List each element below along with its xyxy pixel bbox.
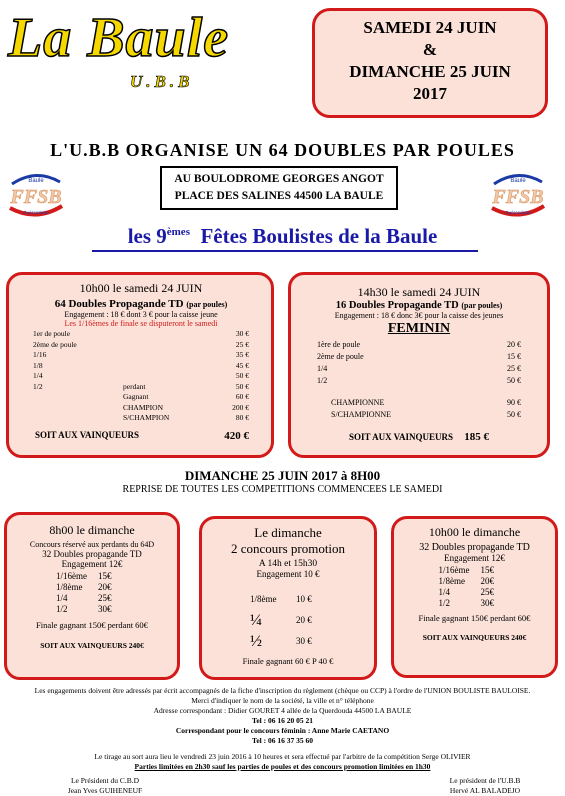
- footer-line-4: Tel : 06 16 20 05 21: [252, 716, 313, 725]
- prize-value: 50 €: [507, 376, 521, 385]
- sat-left-total-value: 420 €: [224, 429, 249, 442]
- prize-label: 1/2: [56, 604, 68, 614]
- prize-label: [33, 382, 146, 393]
- svg-text:Baule: Baule: [28, 178, 44, 184]
- prize-round: 1er de poule: [33, 329, 71, 338]
- prize-round: [33, 392, 123, 403]
- prize-label: 1/4: [56, 593, 68, 603]
- footer-line-1: Les engagements doivent être adressés par écrit accompagnés de la fiche d'inscription du règlement (chèque ou CCP) à l'ordre de l'UNION BOULISTE BAULOISE.: [34, 686, 531, 695]
- sun-left-time: 8h00 le dimanche: [49, 523, 135, 537]
- prize-row: [202, 589, 374, 610]
- festival-edition-suffix: èmes: [166, 226, 190, 238]
- sat-left-prize-list: [33, 329, 249, 424]
- prize-value: 30€: [98, 604, 112, 614]
- prize-value: 25 €: [235, 339, 249, 349]
- prize-label: ½: [250, 633, 262, 650]
- ffsb-logo-right: [486, 170, 550, 218]
- event-dates-box: [312, 8, 548, 118]
- prize-value: 60 €: [235, 392, 249, 401]
- prize-label: 1/2: [317, 376, 328, 385]
- sun-right-total: SOIT AUX VAINQUEURS 240€: [422, 633, 527, 642]
- prize-label: [33, 340, 123, 351]
- sun-right-finale: Finale gagnant 150€ perdant 60€: [418, 613, 531, 623]
- svg-text:Baule: Baule: [510, 178, 526, 184]
- prize-sub: Gagnant: [123, 392, 149, 401]
- sun-mid-line1: 2 concours promotion: [230, 541, 346, 556]
- prize-label: 1/8ème: [250, 594, 277, 604]
- sat-left-heading: 64 Doubles Propagande TD (par poules): [54, 298, 228, 310]
- sat-left-total: [33, 430, 249, 442]
- prize-label: [33, 392, 148, 403]
- prize-value: 30€: [480, 598, 494, 608]
- signature-left-name: Jean Yves GUIHENEUF: [67, 786, 143, 795]
- prize-row: [394, 587, 555, 598]
- svg-text:FFSB: FFSB: [10, 186, 62, 208]
- prize-row: [394, 576, 555, 587]
- festival-underline: [92, 250, 478, 252]
- prize-value: 20 €: [296, 615, 312, 625]
- sun-right-time: 10h00 le dimanche: [428, 525, 521, 539]
- prize-round: [33, 403, 123, 414]
- signature-left-title: Le Président du C.B.D: [70, 776, 140, 785]
- festival-edition: les 9: [127, 224, 167, 248]
- venue-box: [160, 166, 398, 210]
- prize-round: 1/4: [33, 371, 43, 380]
- prize-label: [33, 371, 123, 382]
- prize-value: 20€: [480, 576, 494, 586]
- prize-row: [202, 610, 374, 631]
- svg-text:Guérandaise: Guérandaise: [23, 210, 49, 215]
- footer-line-3: Adresse correspondant : Didier GOURET 4 allée de la Querdouda 44500 LA BAULE: [153, 706, 412, 715]
- prize-value: 25 €: [507, 364, 521, 373]
- prize-label: 1/8ème: [438, 576, 465, 586]
- prize-value: 15€: [480, 565, 494, 575]
- prize-round: [33, 413, 123, 424]
- signature-right-name: Hervé AL BALADEJO: [449, 786, 521, 795]
- prize-row: [33, 413, 249, 424]
- prize-value: 80 €: [235, 413, 249, 422]
- page-title: L'U.B.B ORGANISE UN 64 DOUBLES PAR POULES: [50, 140, 515, 160]
- prize-row: [33, 371, 249, 382]
- festival-heading: [0, 224, 565, 249]
- prize-label: 1/8ème: [56, 582, 83, 592]
- prize-row: [7, 571, 177, 582]
- date-line-1: SAMEDI 24 JUIN: [363, 18, 497, 37]
- prize-value: 50 €: [235, 371, 249, 380]
- prize-value: 30 €: [296, 636, 312, 646]
- prize-label: 1/4: [317, 364, 328, 373]
- prize-sub: CHAMPION: [123, 402, 164, 412]
- prize-value: 200 €: [232, 402, 249, 412]
- sat-right-total: [317, 431, 521, 443]
- sun-mid-finale: Finale gagnant 60 € P 40 €: [242, 656, 334, 666]
- sunday-promotion-box: [199, 516, 377, 680]
- sat-right-time: 14h30 le samedi 24 JUIN: [357, 285, 481, 299]
- date-line-4: 2017: [413, 84, 447, 103]
- club-logo: La Baule: [8, 7, 230, 69]
- prize-row: [394, 565, 555, 576]
- prize-label: [33, 403, 163, 414]
- prize-value: 45 €: [235, 360, 249, 370]
- ffsb-logo-left: [4, 170, 68, 218]
- prize-label: 2ème de poule: [317, 352, 364, 361]
- prize-value: 25€: [98, 593, 112, 603]
- prize-value: 50 €: [235, 381, 249, 391]
- prize-label: 1/16ème: [56, 571, 87, 581]
- venue-line-2: PLACE DES SALINES 44500 LA BAULE: [174, 190, 384, 202]
- prize-row: [317, 397, 521, 409]
- sun-mid-line2: A 14h et 15h30: [258, 559, 318, 569]
- prize-row: [33, 361, 249, 372]
- prize-label: 1ère de poule: [317, 340, 361, 349]
- sun-left-line1: Concours réservé aux perdants du 64D: [29, 540, 155, 549]
- prize-sub: S/CHAMPION: [123, 413, 170, 422]
- prize-row: [394, 598, 555, 609]
- prize-value: 50 €: [507, 410, 521, 419]
- prize-row: [33, 403, 249, 414]
- signature-right: [420, 776, 550, 796]
- prize-row: [317, 351, 521, 363]
- prize-row: [317, 339, 521, 351]
- sun-right-prize-list: [394, 565, 555, 609]
- prize-sub: perdant: [123, 381, 146, 391]
- sat-left-engagement: Engagement : 18 € dont 3 € pour la caisse jeune: [64, 310, 218, 319]
- date-line-2: &: [422, 40, 438, 59]
- sun-left-finale: Finale gagnant 150€ perdant 60€: [36, 620, 148, 630]
- prize-value: 90 €: [507, 398, 521, 407]
- sun-right-line2: Engagement 12€: [444, 553, 505, 563]
- prize-label: [33, 329, 123, 340]
- prize-row: [317, 409, 521, 421]
- prize-row: [33, 382, 249, 393]
- prize-label: 1/16ème: [438, 565, 470, 575]
- sat-right-category: FEMININ: [387, 321, 451, 336]
- footer-line-2: Merci d'indiquer le nom de la société, la ville et n° téléphone: [191, 696, 374, 705]
- footer-line-7: Le tirage au sort aura lieu le vendredi 23 juin 2016 à 10 heures et sera effectué par l'arbitre de la compétition Serge OLIVIER: [94, 752, 471, 761]
- sun-left-line2: 32 Doubles propagande TD: [42, 549, 142, 559]
- prize-label: 1/2: [438, 598, 451, 608]
- sunday-late-morning-box: [391, 516, 558, 678]
- club-logo-subtitle: U.B.B: [130, 72, 194, 91]
- prize-row: [33, 329, 249, 340]
- prize-label: ¼: [250, 612, 262, 629]
- sun-mid-line3: Engagement 10 €: [256, 569, 320, 579]
- prize-label: 1/4: [438, 587, 451, 597]
- sat-right-total-value: 185 €: [464, 431, 490, 443]
- saturday-afternoon-box: [288, 272, 550, 458]
- prize-row: [317, 375, 521, 387]
- prize-round: 1/16: [33, 350, 47, 359]
- sunday-title: DIMANCHE 25 JUIN 2017 à 8H00: [184, 468, 381, 483]
- prize-value: 25€: [480, 587, 494, 597]
- prize-label: [33, 361, 123, 372]
- footer-line-6: Tel : 06 16 37 35 60: [252, 736, 313, 745]
- sat-right-engagement: Engagement : 18 € donc 3€ pour la caisse des jeunes: [334, 311, 504, 320]
- prize-round: 2ème de poule: [33, 339, 77, 349]
- prize-value: 15€: [98, 571, 112, 581]
- prize-row: [33, 350, 249, 361]
- prize-row: [317, 363, 521, 375]
- sat-right-prize-list: [317, 339, 521, 421]
- prize-label: CHAMPIONNE: [331, 398, 385, 407]
- prize-row: [202, 631, 374, 652]
- prize-value: 15 €: [507, 352, 521, 361]
- prize-label: S/CHAMPIONNE: [331, 410, 392, 419]
- prize-row: [7, 604, 177, 615]
- prize-value: 30 €: [235, 329, 249, 338]
- prize-row: [33, 392, 249, 403]
- sun-left-total: SOIT AUX VAINQUEURS 240€: [40, 641, 144, 650]
- sat-left-time: 10h00 le samedi 24 JUIN: [79, 281, 203, 295]
- prize-row: [7, 582, 177, 593]
- prize-label: [33, 350, 123, 361]
- footer-info: [0, 686, 565, 772]
- signature-right-title: Le président de l'U.B.B: [449, 776, 521, 785]
- svg-text:Guérandaise: Guérandaise: [505, 210, 531, 215]
- prize-label: [33, 413, 169, 424]
- saturday-morning-box: [6, 272, 274, 458]
- prize-value: 10 €: [296, 594, 312, 604]
- sat-right-heading: 16 Doubles Propagande TD (par poules): [335, 300, 503, 311]
- sunday-subtitle: REPRISE DE TOUTES LES COMPETITIONS COMMENCEES LE SAMEDI: [122, 484, 443, 495]
- date-line-3: DIMANCHE 25 JUIN: [349, 62, 511, 81]
- venue-line-1: AU BOULODROME GEORGES ANGOT: [174, 173, 384, 185]
- sun-left-prize-list: [7, 571, 177, 615]
- sat-left-total-label: SOIT AUX VAINQUEURS: [35, 429, 140, 440]
- prize-value: 35 €: [235, 350, 249, 359]
- sunday-morning-box: [4, 512, 180, 680]
- sun-left-line3: Engagement 12€: [61, 559, 123, 569]
- footer-line-5: Correspondant pour le concours féminin : Anne Marie CAETANO: [175, 726, 390, 735]
- sat-right-total-label: SOIT AUX VAINQUEURS: [348, 432, 454, 442]
- footer-line-8: Parties limitées en 2h30 sauf les parties de poules et des concours promotion limitées en 1h30: [134, 762, 431, 771]
- sat-left-note: Les 1/16èmes de finale se disputeront le samedi: [64, 319, 218, 328]
- sun-mid-prize-list: [202, 589, 374, 652]
- prize-round: 1/8: [33, 360, 43, 370]
- signature-left: [30, 776, 180, 796]
- svg-text:FFSB: FFSB: [492, 186, 544, 208]
- prize-value: 20 €: [507, 340, 521, 349]
- sun-right-line1: 32 Doubles propagande TD: [419, 542, 530, 553]
- sun-mid-time: Le dimanche: [254, 525, 322, 540]
- prize-value: 20€: [98, 582, 112, 592]
- prize-round: 1/2: [33, 381, 43, 391]
- prize-row: [33, 340, 249, 351]
- festival-name: Fêtes Boulistes de la Baule: [189, 224, 438, 248]
- prize-row: [7, 593, 177, 604]
